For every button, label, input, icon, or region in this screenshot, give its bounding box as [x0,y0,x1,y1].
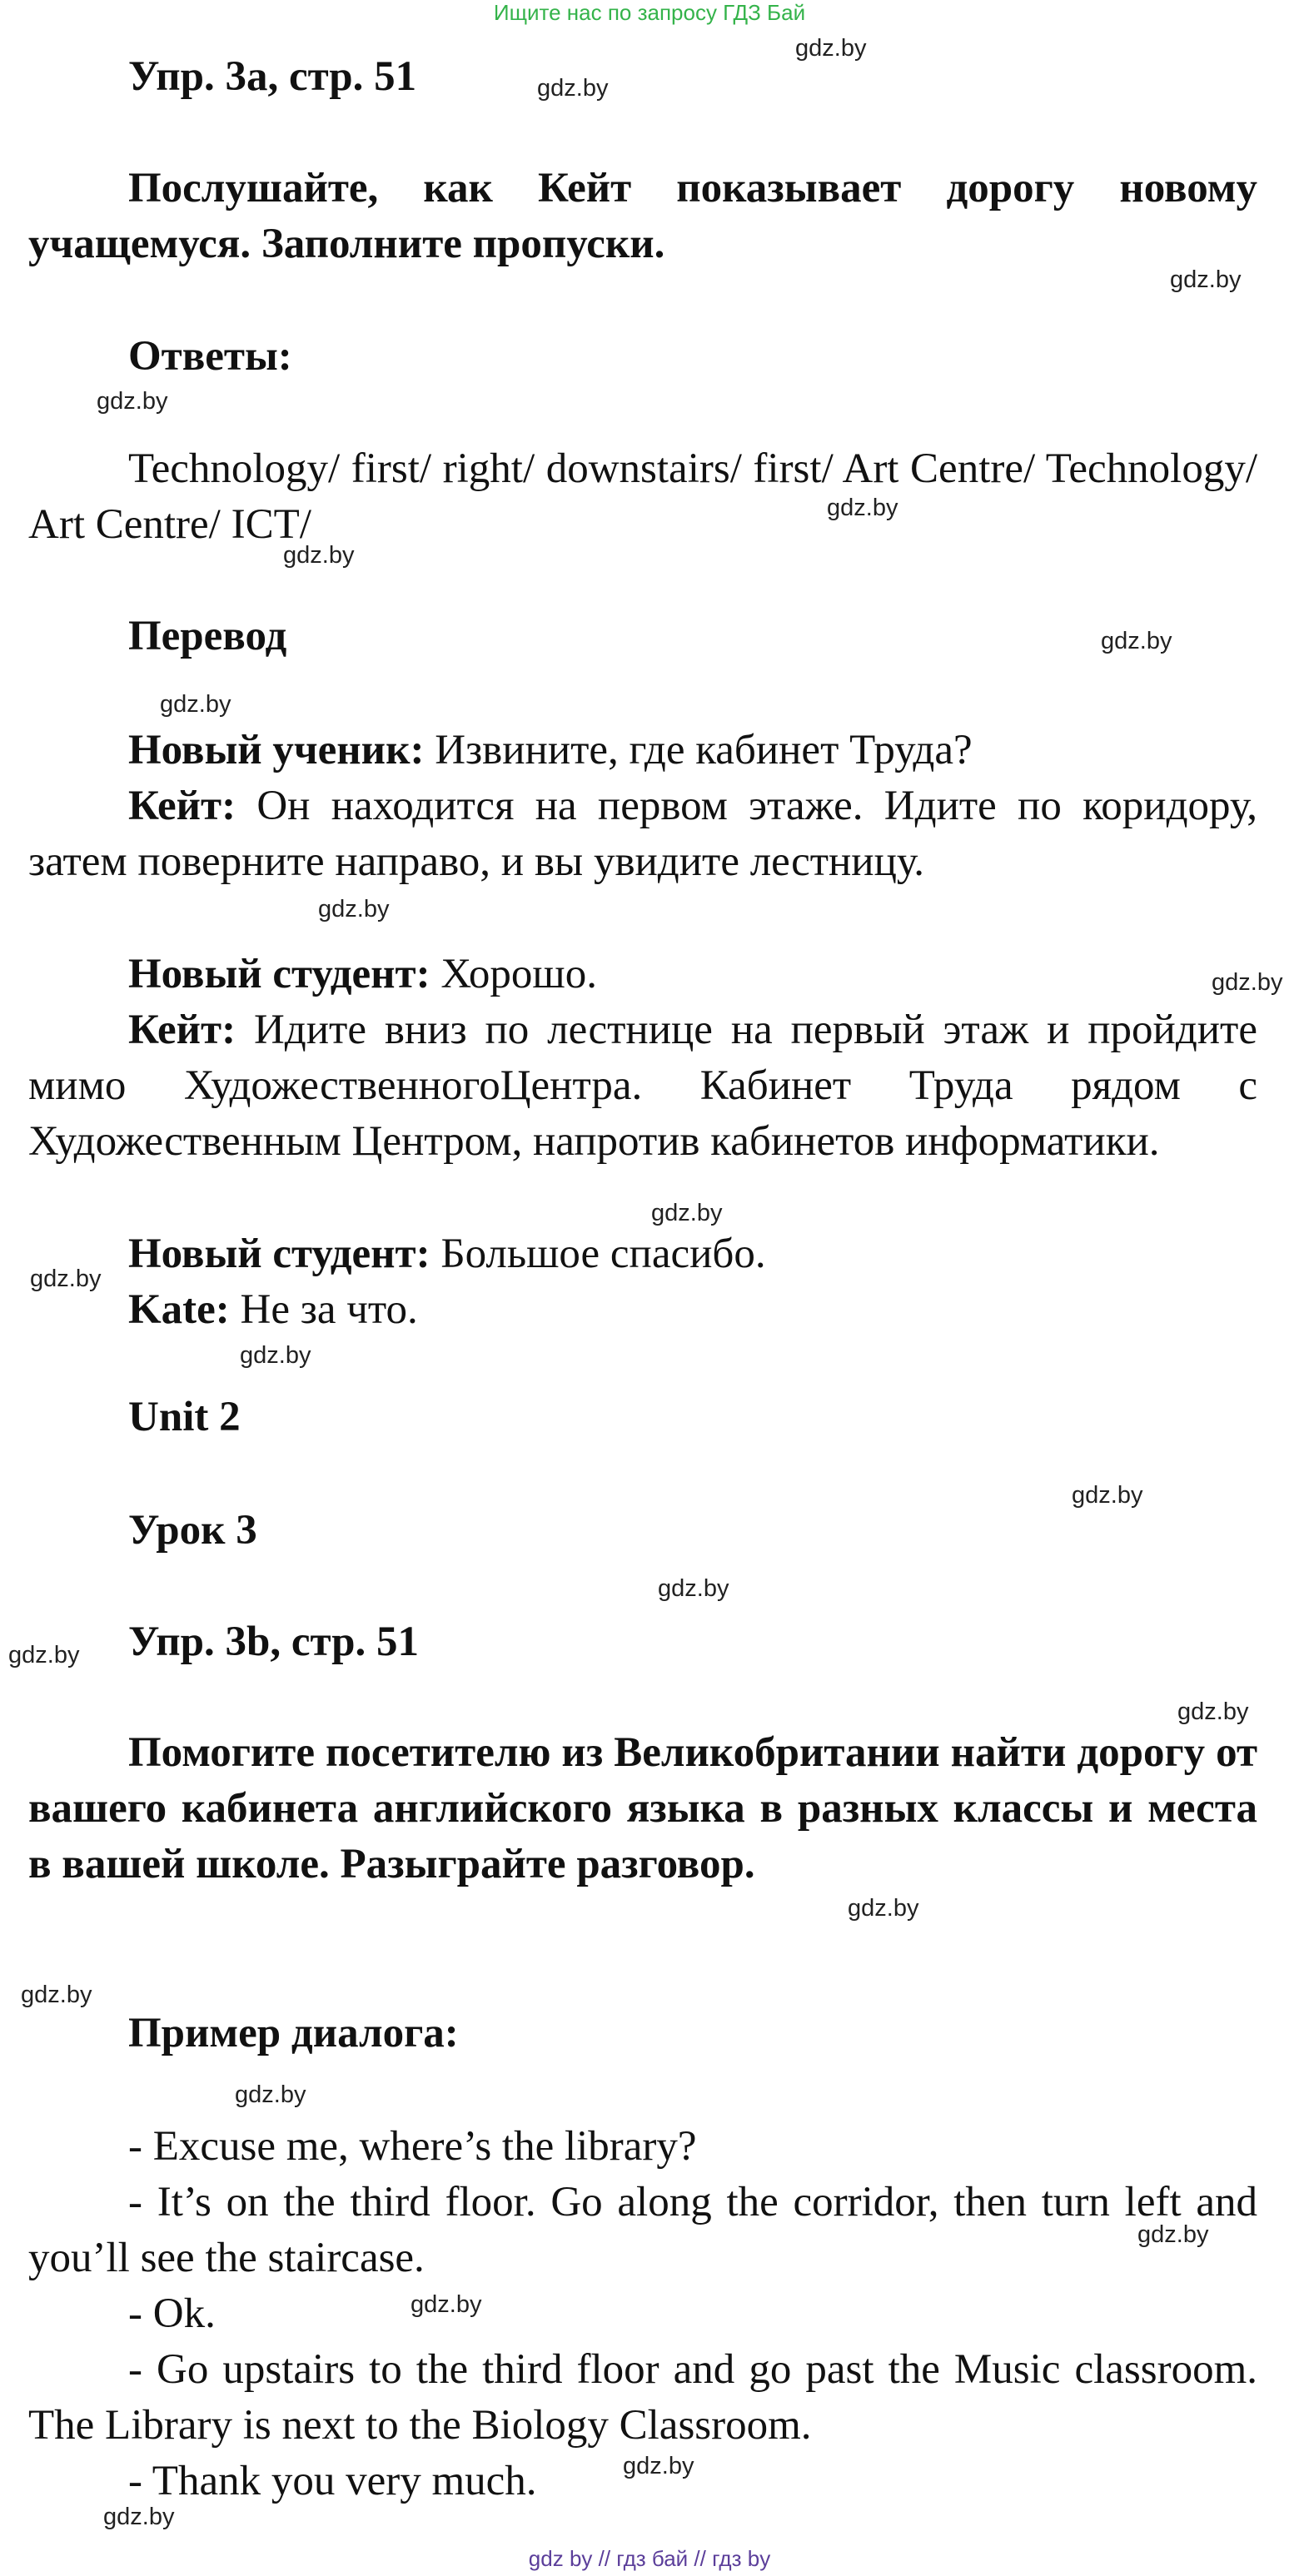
watermark: gdz.by [103,2504,175,2530]
top-banner[interactable]: Ищите нас по запросу ГДЗ Бай [493,0,806,25]
speaker-label: Новый студент: [128,951,431,997]
exercise-heading-3b: Упр. 3b, стр. 51 [128,1619,420,1665]
watermark: gdz.by [411,2291,482,2318]
dialogue-line [28,1282,1257,1338]
dialogue-line [28,1226,1257,1282]
watermark: gdz.by [623,2453,694,2479]
watermark: gdz.by [795,35,867,62]
watermark: gdz.by [21,1982,92,2008]
watermark: gdz.by [827,495,898,521]
watermark: gdz.by [97,388,168,415]
footer-banner[interactable]: gdz by // гдз бай // гдз by [528,2546,771,2571]
dialogue-text: Он находится на первом этаже. Идите по коридору, затем поверните направо, и вы увидите лестницу. [28,783,1257,885]
watermark: gdz.by [318,896,390,922]
dialogue-text: Извините, где кабинет Труда? [424,727,973,773]
dialogue-line: - Go upstairs to the third floor and go past the Music classroom. The Library is next to the Biology Classroom. [28,2346,1257,2449]
speaker-label: Новый студент: [128,1231,431,1277]
watermark: gdz.by [1101,628,1172,654]
dialogue-line: - Excuse me, where’s the library? [128,2123,697,2170]
watermark: gdz.by [283,542,355,569]
dialogue-line: - Thank you very much. [128,2458,537,2504]
watermark: gdz.by [651,1200,723,1226]
exercise-task-3b: Помогите посетителю из Великобритании найти дорогу от вашего кабинета английского языка в разных классы и места в вашей школе. Разыграйте разговор. [28,1729,1257,1887]
speaker-label: Кейт: [128,783,236,829]
speaker-label: Кейт: [128,1007,236,1053]
exercise-heading-3a: Упр. 3a, стр. 51 [128,53,417,100]
dialogue-line: - It’s on the third floor. Go along the corridor, then turn left and you’ll see the staircase. [28,2179,1257,2281]
watermark: gdz.by [1170,266,1242,293]
lesson-heading: Урок 3 [128,1507,257,1554]
watermark: gdz.by [240,1342,311,1369]
watermark: gdz.by [30,1266,102,1292]
answers-text: Technology/ first/ right/ downstairs/ first/ Art Centre/ Technology/ Art Centre/ ICT/ [28,445,1257,548]
watermark: gdz.by [1072,1482,1143,1509]
dialogue-line: - Ok. [128,2290,216,2337]
watermark: gdz.by [160,691,231,718]
translation-heading: Перевод [128,613,287,659]
dialogue-text: Большое спасибо. [430,1231,766,1277]
watermark: gdz.by [1212,969,1283,996]
dialogue-line [28,723,1257,778]
dialogue-text: Не за что. [229,1286,418,1333]
example-heading: Пример диалога: [128,2010,459,2056]
answers-heading: Ответы: [128,333,292,380]
watermark: gdz.by [1177,1698,1249,1725]
speaker-label: Новый ученик: [128,727,425,773]
dialogue-line [28,1002,1257,1170]
watermark: gdz.by [658,1575,729,1602]
dialogue-line [28,778,1257,890]
dialogue-text: Идите вниз по лестнице на первый этаж и пройдите мимо ХудожественногоЦентра. Кабинет Труда рядом с Художественным Центром, напротив кабинетов информатики. [28,1007,1257,1165]
watermark: gdz.by [8,1642,80,1668]
exercise-task-3a: Послушайте, как Кейт показывает дорогу новому учащемуся. Заполните пропуски. [28,165,1257,267]
watermark: gdz.by [537,75,609,102]
dialogue-text: Хорошо. [430,951,597,997]
speaker-label: Kate: [128,1286,230,1333]
watermark: gdz.by [1137,2221,1209,2248]
watermark: gdz.by [235,2081,306,2108]
unit-heading: Unit 2 [128,1394,241,1440]
watermark: gdz.by [848,1895,919,1922]
dialogue-line [28,947,1257,1002]
